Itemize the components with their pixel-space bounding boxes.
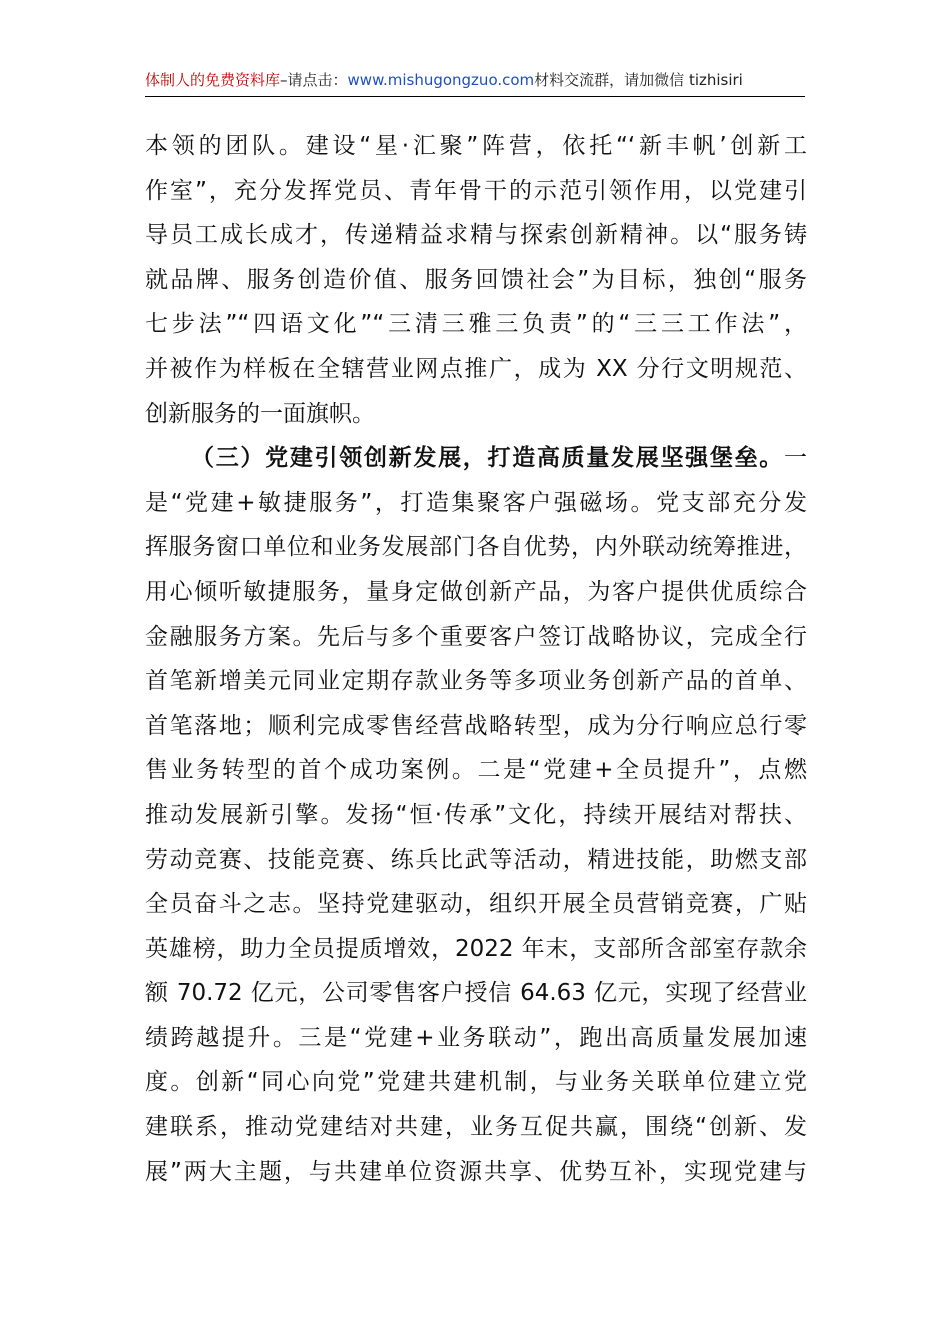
heading-line-rest: 一 xyxy=(784,445,807,472)
text-line: 推动发展新引擎。发扬“恒·传承”文化，持续开展结对帮扶、 xyxy=(145,801,807,828)
text-line: 就品牌、服务创造价值、服务回馈社会”为目标，独创“服务 xyxy=(145,266,807,293)
section-heading: （三）党建引领创新发展，打造高质量发展坚强堡垒。 xyxy=(191,445,784,472)
text-line: 并被作为样板在全辖营业网点推广，成为 XX 分行文明规范、 xyxy=(145,355,807,382)
text-line: 七步法”“四语文化”“三清三雅三负责”的“三三工作法”， xyxy=(145,311,807,338)
text-line: 本领的团队。建设“星·汇聚”阵营，依托“‘新丰帆’创新工 xyxy=(145,133,807,159)
text-line: 建联系，推动党建结对共建，业务互促共赢，围绕“创新、发 xyxy=(145,1114,807,1141)
text-line: 导员工成长成才，传递精益求精与探索创新精神。以“服务铸 xyxy=(145,222,807,249)
text-line: 展”两大主题，与共建单位资源共享、优势互补，实现党建与 xyxy=(145,1158,807,1185)
text-line: 绩跨越提升。三是“党建+业务联动”，跑出高质量发展加速 xyxy=(145,1024,807,1051)
text-line: 是“党建+敏捷服务”，打造集聚客户强磁场。党支部充分发 xyxy=(145,489,807,516)
text-line: 用心倾听敏捷服务，量身定做创新产品，为客户提供优质综合 xyxy=(145,578,807,605)
text-line: 首笔新增美元同业定期存款业务等多项业务创新产品的首单、 xyxy=(145,668,807,695)
document-body xyxy=(145,124,807,1194)
paragraph-heading-line xyxy=(145,436,807,481)
text-line: 作室”，充分发挥党员、青年骨干的示范引领作用，以党建引 xyxy=(145,177,807,204)
header-url-link[interactable]: www.mishugongzuo.com xyxy=(347,71,535,89)
text-line: 金融服务方案。先后与多个重要客户签订战略协议，完成全行 xyxy=(145,623,807,650)
text-line: 首笔落地；顺利完成零售经营战略转型，成为分行响应总行零 xyxy=(145,712,807,739)
text-line: 英雄榜，助力全员提质增效，2022 年末，支部所含部室存款余 xyxy=(145,935,807,962)
text-line: 全员奋斗之志。坚持党建驱动，组织开展全员营销竞赛，广贴 xyxy=(145,891,807,918)
text-line: 度。创新“同心向党”党建共建机制，与业务关联单位建立党 xyxy=(145,1069,807,1096)
header-contact-text: 材料交流群，请加微信 tizhisiri xyxy=(534,71,743,89)
paragraph-1 xyxy=(145,124,807,436)
header-prompt: –请点击： xyxy=(280,71,348,89)
text-line: 售业务转型的首个成功案例。二是“党建+全员提升”，点燃 xyxy=(145,757,807,784)
text-line: 创新服务的一面旗帜。 xyxy=(145,400,375,427)
text-line: 挥服务窗口单位和业务发展部门各自优势，内外联动统筹推进， xyxy=(145,534,807,561)
paragraph-2 xyxy=(145,436,807,1194)
page-header xyxy=(145,68,805,97)
text-line: 额 70.72 亿元，公司零售客户授信 64.63 亿元，实现了经营业 xyxy=(145,980,807,1007)
text-line: 劳动竞赛、技能竞赛、练兵比武等活动，精进技能，助燃支部 xyxy=(145,846,807,873)
header-site-name: 体制人的免费资料库 xyxy=(145,71,281,89)
